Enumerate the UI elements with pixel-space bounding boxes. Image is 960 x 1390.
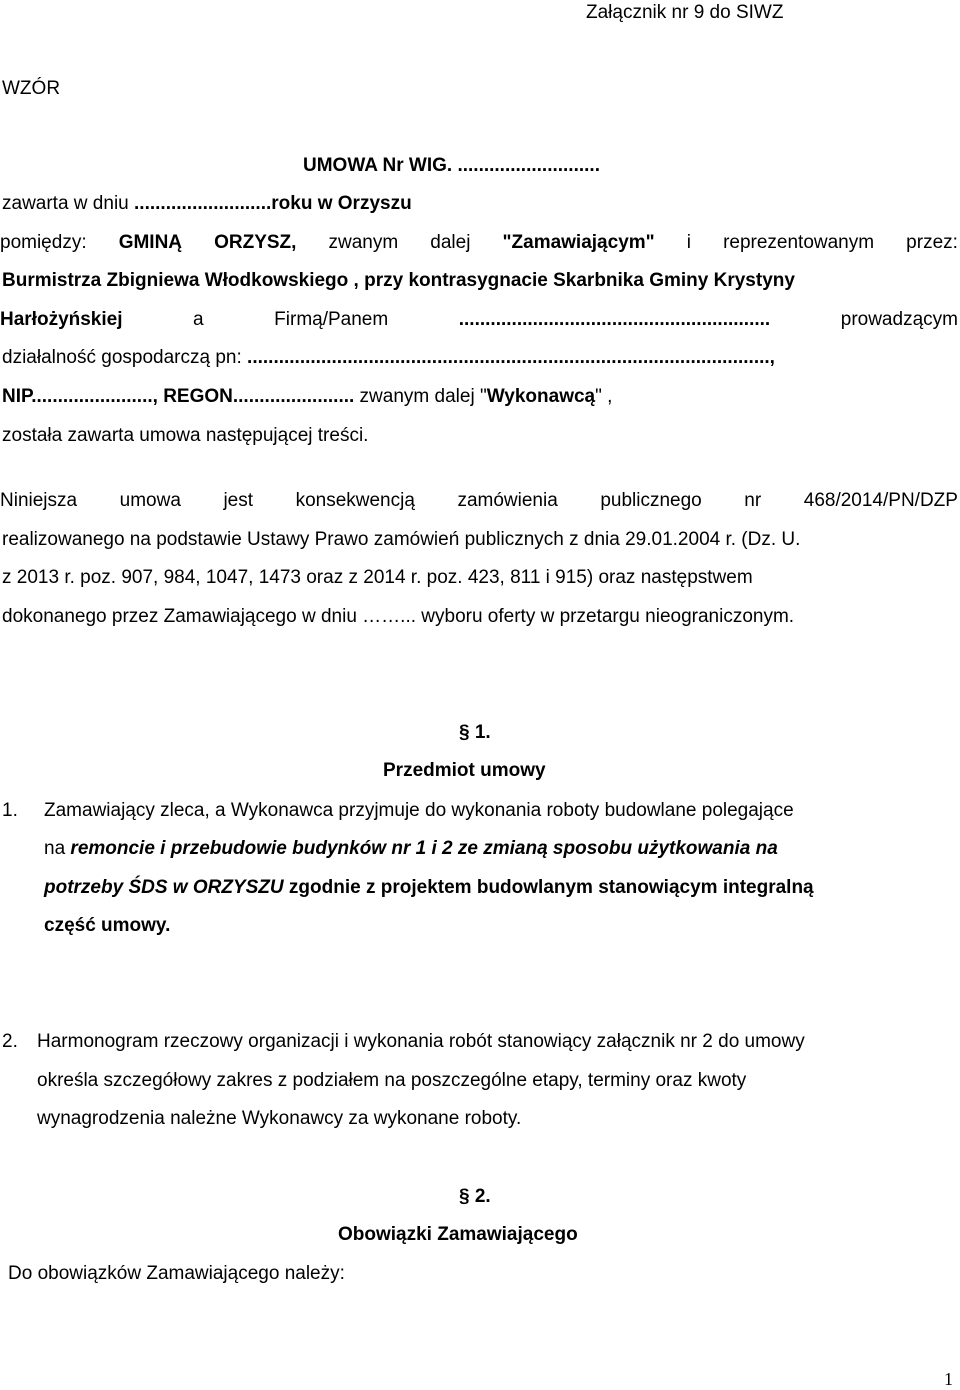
word: Niniejsza — [0, 490, 78, 511]
item-2-line-2: określa szczegółowy zakres z podziałem na poszczególne etapy, terminy oraz kwoty — [37, 1070, 747, 1091]
contract-title: UMOWA Nr WIG. ........................... — [303, 155, 600, 176]
concluded-date-place: ..........................roku w Orzyszu — [134, 193, 412, 214]
word: reprezentowanym — [723, 232, 875, 253]
preamble-line-2: realizowanego na podstawie Ustawy Prawo zamówień publicznych z dnia 29.01.2004 r. (Dz. U. — [2, 529, 801, 550]
contractor-label: Wykonawcą — [486, 386, 596, 407]
concluded-prefix: zawarta w dniu — [2, 193, 135, 214]
text: na — [44, 838, 71, 859]
word: przez: — [906, 232, 958, 253]
item-1-line-2 — [44, 838, 778, 860]
word: publicznego — [600, 490, 702, 511]
preamble-line-3: z 2013 r. poz. 907, 984, 1047, 1473 oraz z 2014 r. poz. 423, 811 i 915) oraz następstwem — [2, 567, 753, 588]
word: Harłożyńskiej — [0, 309, 123, 330]
word: zwanym — [328, 232, 399, 253]
preamble-line-4: dokonanego przez Zamawiającego w dniu ……... wyboru oferty w przetargu nieograniczonym. — [2, 606, 795, 627]
word: a — [193, 309, 204, 330]
section-1-title: Przedmiot umowy — [383, 760, 546, 781]
item-2-number: 2. — [2, 1031, 18, 1052]
section-2-intro: Do obowiązków Zamawiającego należy: — [8, 1263, 345, 1284]
word: pomiędzy: — [0, 232, 87, 253]
word: nr — [744, 490, 762, 511]
item-1-line-3 — [44, 877, 814, 899]
word: jest — [223, 490, 254, 511]
template-label: WZÓR — [2, 78, 61, 99]
subject-italic: potrzeby ŚDS w ORZYSZU — [44, 877, 284, 898]
word: konsekwencją — [295, 490, 415, 511]
word: zamówienia — [457, 490, 558, 511]
word: i — [686, 232, 691, 253]
concluded-line — [2, 193, 412, 215]
preamble-line-1 — [0, 490, 958, 512]
parties-line-1 — [0, 232, 958, 254]
item-2-line-3: wynagrodzenia należne Wykonawcy za wykonane roboty. — [37, 1108, 522, 1129]
item-1-line-1: Zamawiający zleca, a Wykonawca przyjmuje do wykonania roboty budowlane polegające — [44, 800, 794, 821]
word: Firmą/Panem — [274, 309, 389, 330]
contractor-end: " , — [595, 386, 613, 407]
item-1-line-4: część umowy. — [44, 915, 171, 936]
word: GMINĄ — [118, 232, 183, 253]
word: "Zamawiającym" — [502, 232, 655, 253]
parties-line-6: została zawarta umowa następującej treści. — [2, 425, 369, 446]
word: ORZYSZ, — [214, 232, 297, 253]
dots: ........................................................... — [458, 309, 771, 330]
parties-line-5 — [2, 386, 612, 408]
parties-line-2: Burmistrza Zbigniewa Włodkowskiego , przy kontrasygnacie Skarbnika Gminy Krystyny — [2, 270, 795, 291]
item-2-line-1: Harmonogram rzeczowy organizacji i wykonania robót stanowiący załącznik nr 2 do umowy — [37, 1031, 805, 1052]
parties-line-4 — [2, 347, 775, 369]
word: umowa — [119, 490, 181, 511]
page-number: 1 — [944, 1369, 953, 1389]
attachment-label: Załącznik nr 9 do SIWZ — [586, 2, 784, 23]
dots: ..................................................................................................., — [247, 347, 775, 368]
word: 468/2014/PN/DZP — [803, 490, 958, 511]
nip-regon: NIP......................., REGON....................... — [2, 386, 355, 407]
business-activity: działalność gospodarczą pn: — [2, 347, 248, 368]
subject-bold: zgodnie z projektem budowlanym stanowiącym integralną — [283, 877, 814, 898]
word: dalej — [430, 232, 471, 253]
word: prowadzącym — [840, 309, 958, 330]
section-2-symbol: § 2. — [459, 1186, 491, 1207]
section-1-symbol: § 1. — [459, 722, 491, 743]
parties-line-3 — [0, 309, 958, 331]
section-2-title: Obowiązki Zamawiającego — [338, 1224, 578, 1245]
contractor-intro: zwanym dalej " — [354, 386, 487, 407]
item-1-number: 1. — [2, 800, 18, 821]
subject-italic: remoncie i przebudowie budynków nr 1 i 2 ze zmianą sposobu użytkowania na — [70, 838, 778, 859]
